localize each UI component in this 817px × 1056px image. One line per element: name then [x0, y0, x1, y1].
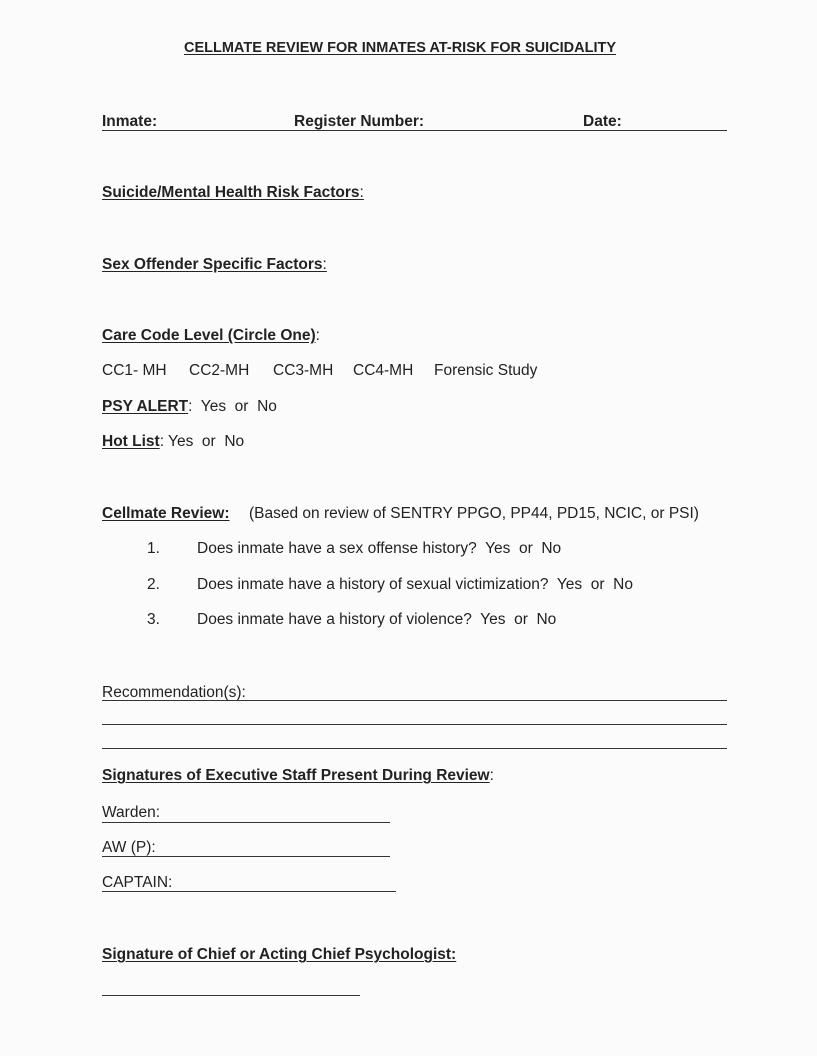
register-number-label: Register Number:: [294, 113, 425, 130]
signatures-heading-label: Signatures of Executive Staff Present During Review: [102, 767, 490, 784]
care-code-option-1[interactable]: CC1- MH: [102, 362, 167, 379]
date-label: Date:: [583, 113, 622, 130]
aw-signature-line[interactable]: [102, 856, 390, 857]
warden-label: Warden:: [102, 804, 161, 821]
captain-signature-line[interactable]: [102, 891, 396, 892]
question-text[interactable]: Does inmate have a history of sexual victimization? Yes or No: [197, 576, 633, 593]
psy-alert-label: PSY ALERT: [102, 398, 189, 415]
question-number: 1.: [147, 540, 160, 557]
question-number: 3.: [147, 611, 160, 628]
care-code-heading: Care Code Level (Circle One):: [102, 327, 320, 344]
sex-offender-heading: Sex Offender Specific Factors:: [102, 256, 327, 273]
question-number: 2.: [147, 576, 160, 593]
hot-list-label: Hot List: [102, 433, 160, 450]
care-code-option-forensic[interactable]: Forensic Study: [434, 362, 538, 379]
cellmate-review-label: Cellmate Review:: [102, 505, 230, 522]
hot-list-options[interactable]: Yes or No: [168, 433, 245, 450]
recommendation-line[interactable]: [102, 724, 727, 725]
psy-alert-options[interactable]: Yes or No: [200, 398, 277, 415]
care-code-option-2[interactable]: CC2-MH: [189, 362, 250, 379]
psy-alert-row: PSY ALERT: Yes or No: [102, 398, 277, 415]
psychologist-heading: Signature of Chief or Acting Chief Psychologist:: [102, 946, 457, 963]
inmate-label: Inmate:: [102, 113, 158, 130]
suicide-risk-label: Suicide/Mental Health Risk Factors: [102, 184, 360, 201]
care-code-option-3[interactable]: CC3-MH: [273, 362, 334, 379]
recommendations-label: Recommendation(s):: [102, 684, 246, 701]
aw-label: AW (P):: [102, 839, 156, 856]
warden-signature-line[interactable]: [102, 822, 390, 823]
cellmate-review-note: (Based on review of SENTRY PPGO, PP44, PD15, NCIC, or PSI): [249, 505, 699, 522]
form-title: CELLMATE REVIEW FOR INMATES AT-RISK FOR SUICIDALITY: [184, 40, 617, 56]
care-code-label: Care Code Level (Circle One): [102, 327, 316, 344]
signatures-heading: Signatures of Executive Staff Present During Review:: [102, 767, 494, 784]
question-text[interactable]: Does inmate have a sex offense history? Yes or No: [197, 540, 562, 557]
suicide-risk-heading: Suicide/Mental Health Risk Factors:: [102, 184, 364, 201]
recommendation-line[interactable]: [102, 700, 727, 701]
hot-list-row: Hot List: Yes or No: [102, 433, 245, 450]
psychologist-signature-line[interactable]: [102, 995, 360, 996]
captain-label: CAPTAIN:: [102, 874, 173, 891]
recommendation-line[interactable]: [102, 748, 727, 749]
care-code-option-4[interactable]: CC4-MH: [353, 362, 414, 379]
sex-offender-label: Sex Offender Specific Factors: [102, 256, 323, 273]
question-text[interactable]: Does inmate have a history of violence? Yes or No: [197, 611, 557, 628]
header-underline: [102, 130, 727, 131]
